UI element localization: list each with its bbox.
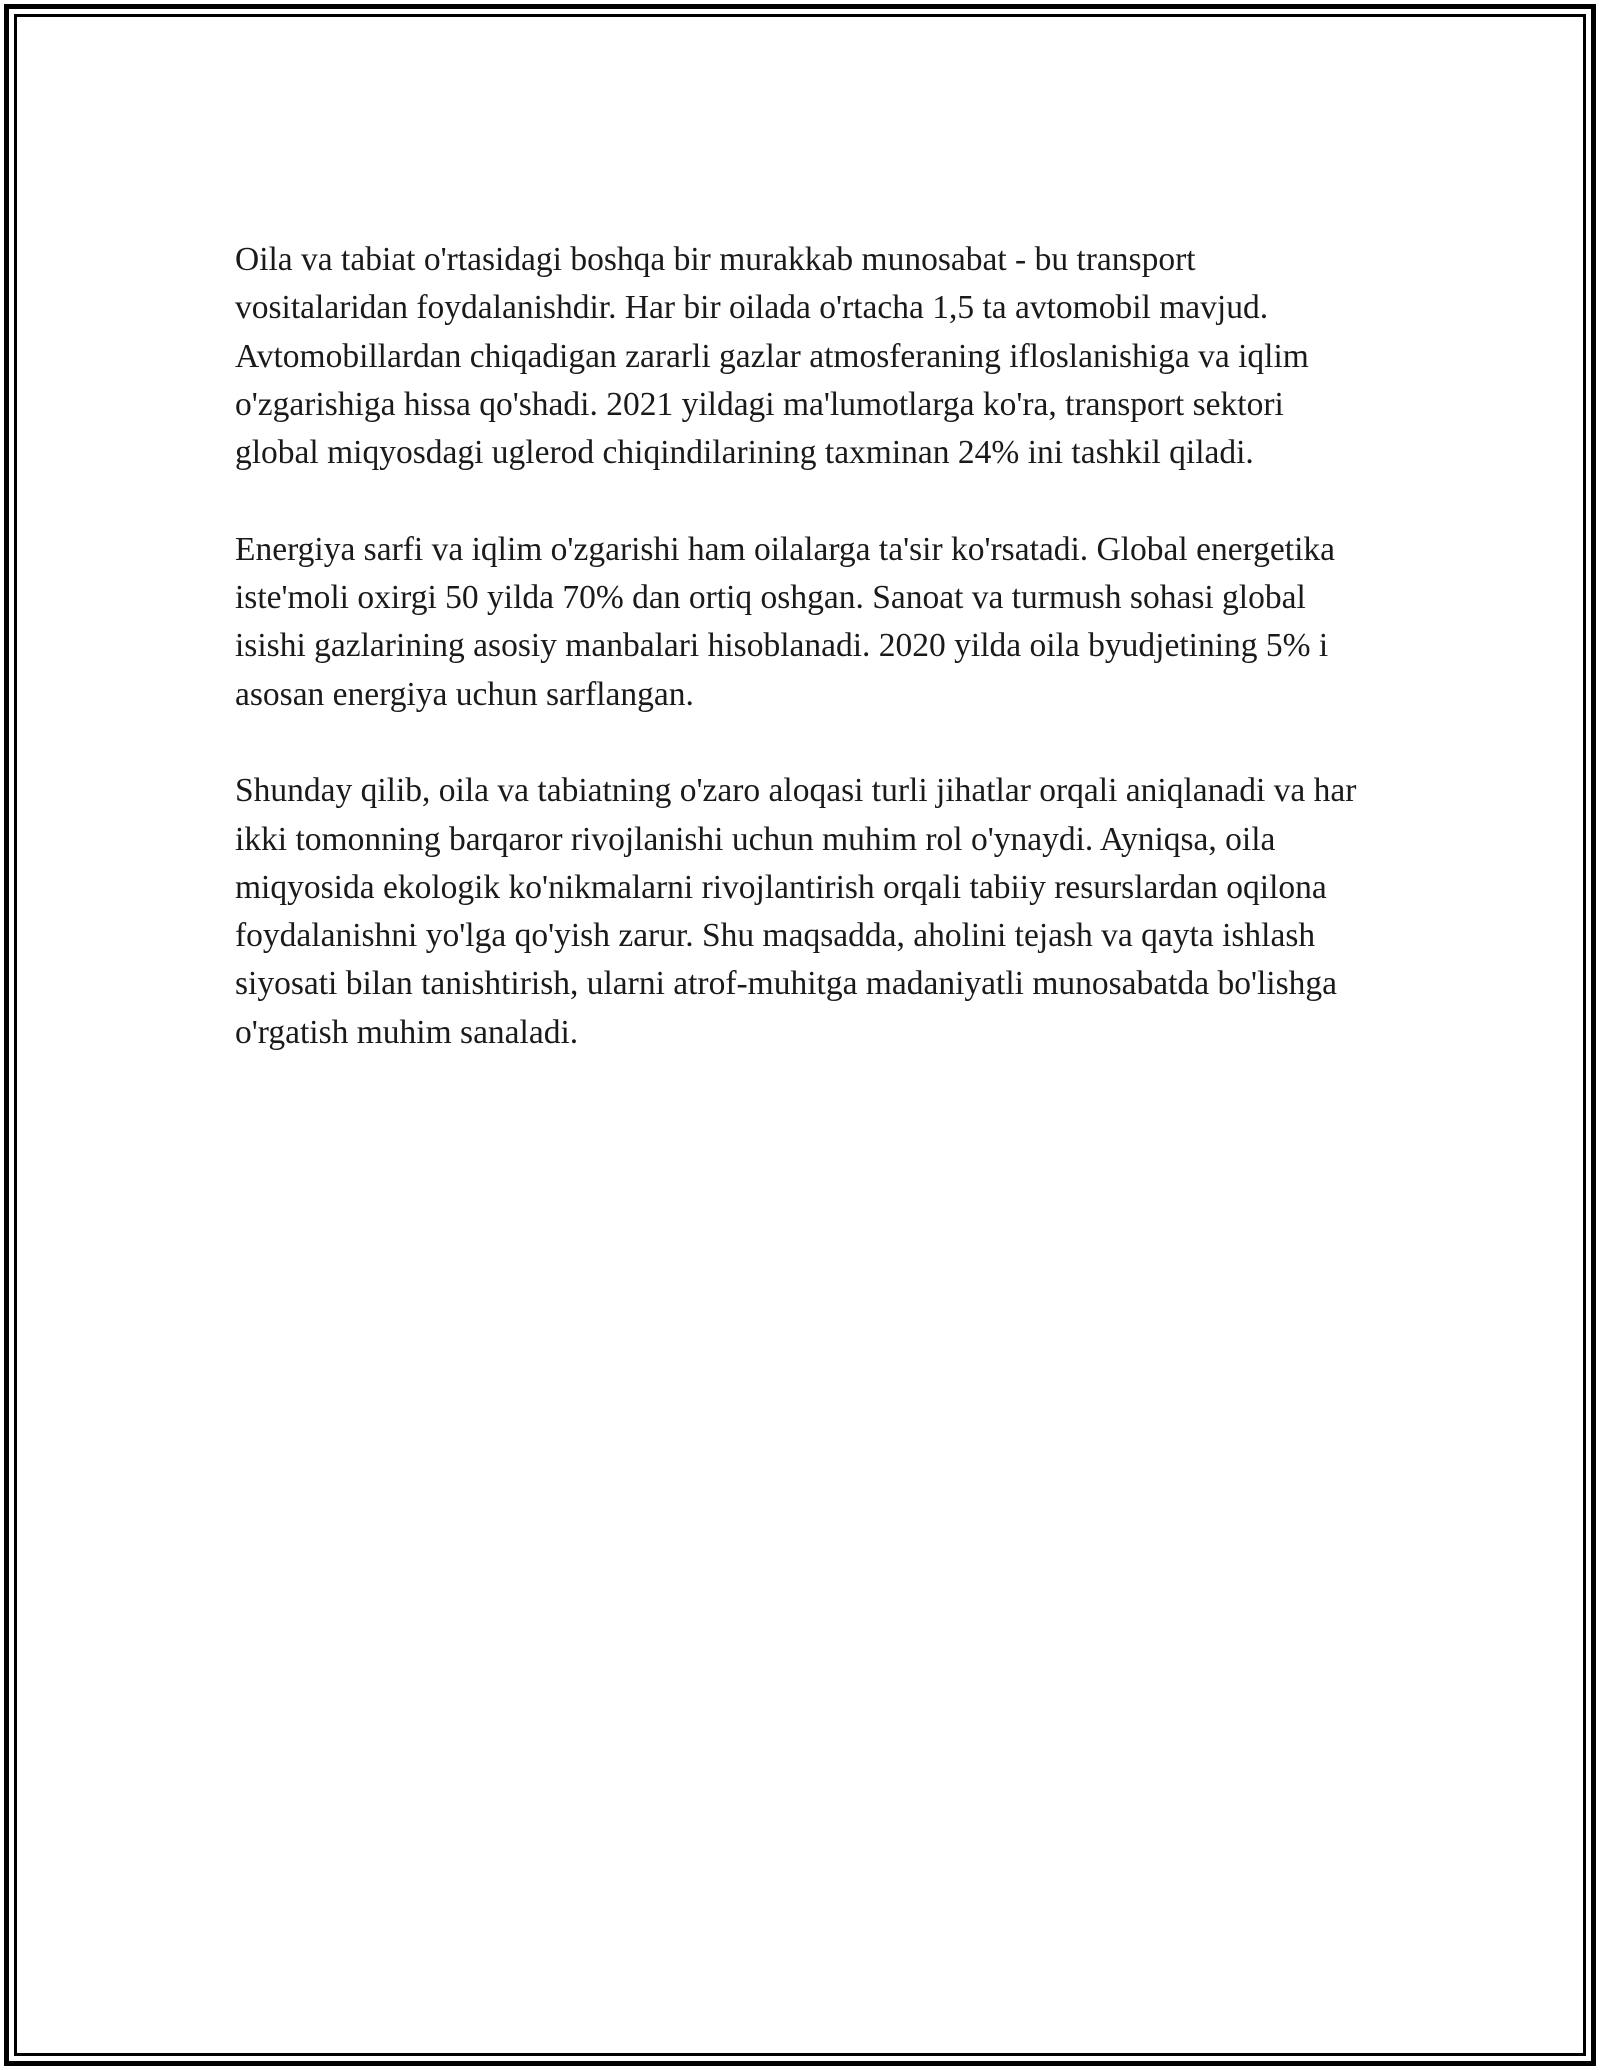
paragraph-transport: Oila va tabiat o'rtasidagi boshqa bir murakkab munosabat - bu transport vositalaridan foydalanishdir. Har bir oilada o'rtacha 1,5 ta avtomobil mavjud. Avtomobillardan chiqadigan zararli gazlar atmosferaning ifloslanishiga va iqlim o'zgarishiga hissa qo'shadi. 2021 yildagi ma'lumotlarga ko'ra, transport sektori global miqyosdagi uglerod chiqindilarining taxminan 24% ini tashkil qiladi.: [235, 241, 1309, 472]
paragraph-energy: Energiya sarfi va iqlim o'zgarishi ham oilalarga ta'sir ko'rsatadi. Global energetika iste'moli oxirgi 50 yilda 70% dan ortiq oshgan. Sanoat va turmush sohasi global isishi gazlarining asosiy manbalari hisoblanadi. 2020 yilda oila byudjetining 5% i asosan energiya uchun sarflangan.: [235, 530, 1336, 713]
document-body: [235, 236, 1375, 1105]
paragraph-conclusion: Shunday qilib, oila va tabiatning o'zaro aloqasi turli jihatlar orqali aniqlanadi va har ikki tomonning barqaror rivojlanishi uchun muhim rol o'ynaydi. Ayniqsa, oila miqyosida ekologik ko'nikmalarni rivojlantirish orqali tabiiy resurslardan oqilona foydalanishni yo'lga qo'yish zarur. Shu maqsadda, aholini tejash va qayta ishlash siyosati bilan tanishtirish, ularni atrof-muhitga madaniyatli munosabatda bo'lishga o'rgatish muhim sanaladi.: [235, 772, 1357, 1051]
